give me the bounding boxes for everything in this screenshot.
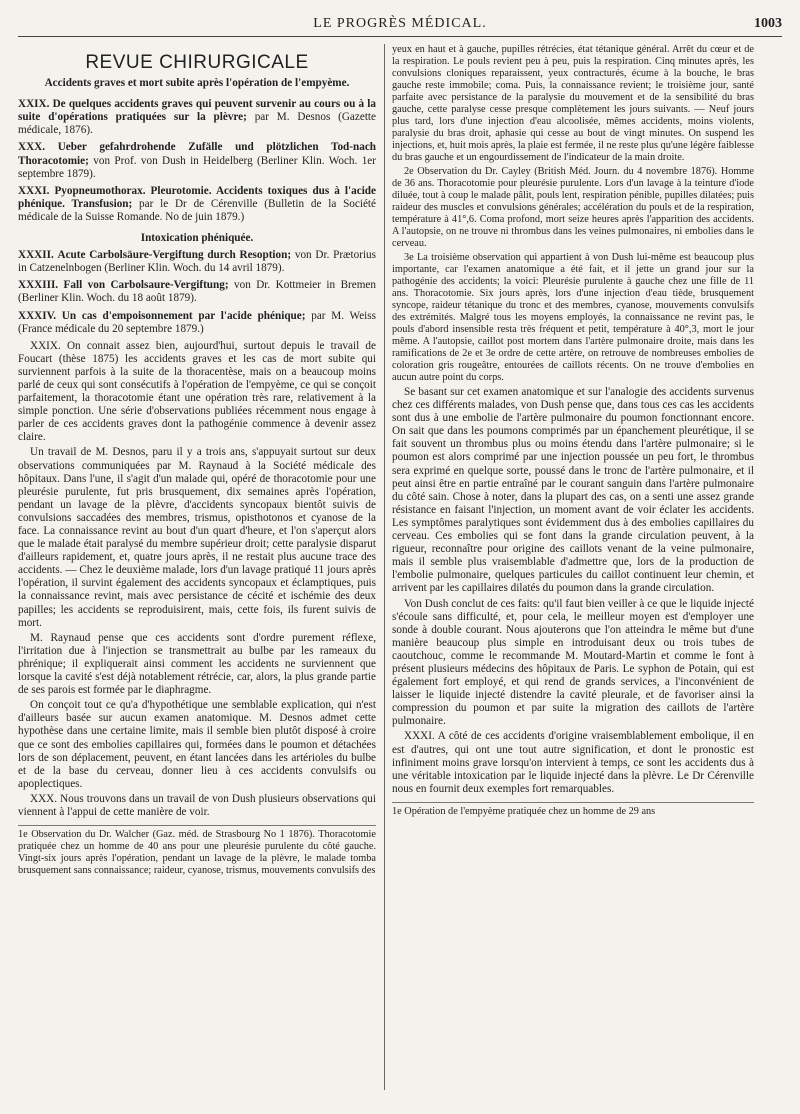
body-paragraph: Se basant sur cet examen anatomique et sur l'analogie des accidents survenus chez ces différents malades, von Dush pense que, dans tous ces cas les accidents sont dus à une embolie de l'artère pulmonaire du poumon fonctionnant encore. On sait que dans les poumons comprimés par un épanchement pleurétique, il se fait souvent un thrombus plus ou moins étendu dans l'artère pulmonaire; si le poumon est alors comprimé par une injection poussée un peu fort, le thrombus sera exprimé en quelque sorte, poussé dans le tronc de l'artère pulmonaire, et il peut ainsi être en partie entraîné par le courant sanguin dans l'artère pulmonaire du côté sain. Chose à noter, dans la plupart des cas, on a senti une assez grande résistance en faisant l'injection, un moment avant de voir éclater les accidents. Les symptômes paralytiques sont évidemment dus à des embolies capillaires du cerveau. Ces embolies qui se font dans la grande circulation peuvent, à la rigueur, reconnaître pour origine des caillots venant de la veine pulmonaire, mais il semble plus vraisemblable d'admettre que, lors de la production de l'embolie pulmonaire, quelques particules du caillot continuent leur chemin, et arrivent par les capillaires dilatés du poumon dans la grande circulation. xyxy=(392,386,754,595)
section-title: REVUE CHIRURGICALE xyxy=(85,52,309,73)
entry-reference: par M. Weiss (France médicale du 20 septembre 1879.) xyxy=(18,309,376,335)
entry-number: XXIX. xyxy=(18,98,50,111)
reference-entry xyxy=(18,141,376,180)
body-paragraph: Un travail de M. Desnos, paru il y a trois ans, s'appuyait surtout sur deux observations communiquées par M. Raynaud à la Société médicale des hôpitaux. Dans l'une, il s'agit d'un malade qui, opéré de thoracotomie pour une pleurésie purulente, fut pris brusquement, dix semaines après l'opération, pendant un lavage de la plèvre, d'accidents syncopaux bientôt suivis de convulsions saccadées des membres, trismus, opisthotonos et cyanose de la face. La connaissance revint au bout d'un quart d'heure, et l'on s'aperçut alors que le malade était paralysé du membre supérieur droit; cette paralysie disparut d'ailleurs rapidement, et, quatre jours après, il ne restait plus aucune trace des accidents. — Chez le deuxième malade, lors d'un lavage pratiqué 11 jours après l'opération, il survint également des accidents syncopaux et éclamptiques, puis la connaissance revint, mais avec persistance de cécité et ischémie des deux papilles; les accidents se reproduisirent, mais, cette fois, ils furent suivis de mort. xyxy=(18,446,376,629)
entry-reference: von Dr. Kottmeier in Bremen (Berliner Klin. Woch. du 18 août 1879). xyxy=(18,279,376,305)
observation-text: yeux en haut et à gauche, pupilles rétrécies, état tétanique général. Arrêt du cœur et de la respiration. Le pouls revient peu à peu, puis la respiration. Cinq minutes après, les convulsions cloniques reparaissent, yeux contracturés, écume à la bouche, le bras gauche reste immobile; coma. Puis, la connaissance revient; le troisième jour, santé parfaite avec persistance de la paralysie du mouvement et de la sensibilité du bras gauche, cette paralyse cesse presque complètement les jours suivants. — Neuf jours plus tard, lors d'une injection d'eau alcoolisée, mêmes accidents, moins violents, paralysie du bras droit, aphasie qui cesse au bout de vingt minutes. On suspend les injections, et, huit mois après, la plaie est fermée, il ne reste plus qu'une légère faiblesse du bras gauche et un engourdissement de l'indicateur de la main droite. xyxy=(392,44,754,163)
observation-text: 3e La troisième observation qui appartient à von Dush lui-même est beaucoup plus importante, car l'examen anatomique a été fait, et il jette un grand jour sur la pathogénie des accidents; la voici: Pleurésie purulente à gauche chez une fille de 11 ans. Thoracotomie. Six jours après, lors d'une injection d'eau tiède, brusquement syncope, raideur tétanique du tronc et des membres, cyanose, mouvements convulsifs des extrémités. Malgré tous les moyens employés, la connaissance ne revint pas, le pouls d'abord insensible resta très fréquent et petit, température à 40°,3, mort le jour même. A l'autopsie, caillot post mortem dans l'artère pulmonaire droite, mais dans les ramifications de 2e et 3e ordre de cette artère, on retrouve de nombreuses embolies de coloration gris rougeâtre, entourées de caillots récents. On ne trouve d'embolies en aucun autre point du corps. xyxy=(392,252,754,383)
entry-reference: von Dr. Prætorius in Catzenelnbogen (Berliner Klin. Woch. du 14 avril 1879). xyxy=(18,249,376,275)
entry-reference: par M. Desnos (Gazette médicale, 1876). xyxy=(18,111,376,137)
reference-entry xyxy=(18,279,376,305)
observation-text: 2e Observation du Dr. Cayley (British Méd. Journ. du 4 novembre 1876). Homme de 36 ans. Thoracotomie pour pleurésie purulente. Lors d'un lavage à la teinture d'iode diluée, tout à coup le malade pâlit, pouls lent, respiration pénible, pupilles dilatées; puis raideur des muscles et convulsions générales; accélération du pouls et de la respiration, température à 41°,6. Coma profond, mort seize heures après l'apparition des accidents. A l'autopsie, on ne trouve ni thrombus dans les veines pulmonaires, ni embolies dans le cerveau. xyxy=(392,166,754,249)
entry-number: XXXII. xyxy=(18,249,54,262)
reference-entry xyxy=(18,249,376,275)
entry-reference: von Prof. von Dush in Heidelberg (Berliner Klin. Woch. 1er septembre 1879). xyxy=(18,154,376,180)
body-paragraph: Von Dush conclut de ces faits: qu'il faut bien veiller à ce que le liquide injecté s'écoule sans difficulté, et, pour cela, le meilleur moyen est d'employer une sonde à double courant. Nous ajouterons que l'on atteindra le même but d'une manière beaucoup plus simple en introduisant deux ou trois tubes de caoutchouc, comme le recommande M. Moutard-Martin et comme le font à présent plusieurs médecins des hôpitaux de Paris. Le syphon de Potain, qui est également fort employé, et qui rend de grands services, a l'inconvénient de laisser le liquide injecté distendre la cavité pleurale, et de favoriser ainsi la compression du poumon et par suite la migration des caillots de l'artère pulmonaire. xyxy=(392,597,754,728)
page-header xyxy=(18,14,782,37)
entry-number: XXXIV. xyxy=(18,309,57,322)
reference-entry xyxy=(18,185,376,224)
entry-number: XXXI. xyxy=(18,184,50,197)
right-column xyxy=(392,44,754,1096)
entry-reference: par le Dr de Cérenville (Bulletin de la Société médicale de la Suisse Romande. No de juin 1879.) xyxy=(18,197,376,223)
entry-title: De quelques accidents graves qui peuvent survenir au cours ou à la suite d'opérations pratiquées sur la plèvre; xyxy=(18,98,376,124)
subsection-heading: Intoxication phéniquée. xyxy=(140,232,254,245)
page-number: 1003 xyxy=(754,16,782,31)
entry-number: XXXIII. xyxy=(18,279,59,292)
entry-title: Fall von Carbolsaure-Vergiftung; xyxy=(63,279,229,292)
footnote: 1e Opération de l'empyème pratiquée chez un homme de 29 ans xyxy=(392,802,754,818)
entry-number: XXX. xyxy=(18,141,46,154)
footnote: 1e Observation du Dr. Walcher (Gaz. méd. de Strasbourg No 1 1876). Thoracotomie pratiquée chez un homme de 40 ans pour une pleurésie purulente du côté gauche. Vingt-six jours après l'opération, pendant un lavage de la plèvre, le malade tomba brusquement sans connaissance; raideur, cyanose, trismus, mouvements convulsifs des xyxy=(18,825,376,877)
body-paragraph: XXX. Nous trouvons dans un travail de von Dush plusieurs observations qui viennent à l'appui de cette manière de voir. xyxy=(18,792,376,818)
entry-title: Pyopneumothorax. Pleurotomie. Accidents toxiques dus à l'acide phénique. Transfusion; xyxy=(18,184,376,210)
body-paragraph: On conçoit tout ce qu'a d'hypothétique une semblable explication, qui n'est d'ailleurs basée sur aucun examen anatomique. M. Desnos admet cette hypothèse dans une certaine limite, mais il semble bien plutôt disposé à croire que ce sont des embolies capillaires qui, formées dans le poumon et détachées lors de son déplacement, peuvent, en étant lancées dans les artérioles du bulbe et de la base du cerveau, donner lieu à ces accidents convulsifs ou apoplectiques. xyxy=(18,699,376,790)
entry-title: Ueber gefahrdrohende Zufälle und plötzlichen Tod-nach Thoracotomie; xyxy=(18,141,376,167)
journal-title: LE PROGRÈS MÉDICAL. xyxy=(313,16,487,31)
body-paragraph: XXXI. A côté de ces accidents d'origine vraisemblablement embolique, il en est d'autres, qui ont une tout autre signification, et dont le pronostic est infiniment moins grave lorsqu'on intervient à temps, ce sont les accidents dus à une véritable intoxication par le liquide injecté dans la plèvre. Le Dr Cérenville nous en fournit deux exemples fort remarquables. xyxy=(392,730,754,795)
reference-entry xyxy=(18,310,376,336)
article-subtitle: Accidents graves et mort subite après l'opération de l'empyème. xyxy=(44,77,350,90)
left-column xyxy=(18,44,376,1096)
body-paragraph: XXIX. On connait assez bien, aujourd'hui, surtout depuis le travail de Foucart (thèse 1875) les accidents graves et les cas de mort subite qui surviennent parfois à la suite de la thoracentèse, mais on a beaucoup moins parlé de ceux qui sont consécutifs à l'opération de l'empyème, ce qui se conçoit parfaitement, la thoracotomie étant une opération très rare, relativement à la simple ponction. Une série d'observations publiées récemment nous engage à parler de ces accidents graves dont la pathogénie commence à devenir assez claire. xyxy=(18,339,376,444)
body-paragraph: M. Raynaud pense que ces accidents sont d'ordre purement réflexe, l'irritation due à l'injection se transmettrait au bulbe par les rameaux du phrénique; il expliquerait ainsi comment les accidents ne surviennent que lorsque la cavité s'est déjà notablement rétrécie, car, alors, la plus grande partie de ses parois est formée par le diaphragme. xyxy=(18,631,376,697)
entry-title: Un cas d'empoisonnement par l'acide phénique; xyxy=(61,309,306,322)
reference-entry xyxy=(18,98,376,137)
column-divider xyxy=(384,44,385,1090)
entry-title: Acute Carbolsäure-Vergiftung durch Resoption; xyxy=(57,249,292,262)
